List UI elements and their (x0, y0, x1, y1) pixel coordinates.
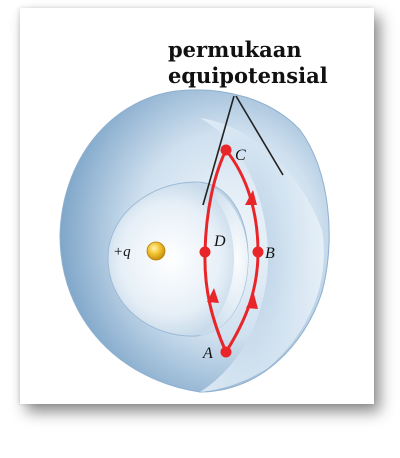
point-A-marker (221, 347, 232, 358)
point-D-marker (200, 247, 211, 258)
charge-label: +q (113, 244, 131, 260)
label-line-1: permukaan (168, 37, 302, 62)
point-D-label: D (214, 233, 226, 250)
point-C-marker (221, 145, 232, 156)
charge-sphere (147, 242, 165, 260)
point-A-label: A (203, 345, 213, 362)
point-B-label: B (265, 245, 275, 262)
point-B-marker (253, 247, 264, 258)
point-C-label: C (235, 147, 246, 164)
label-line-2: equipotensial (168, 63, 328, 88)
